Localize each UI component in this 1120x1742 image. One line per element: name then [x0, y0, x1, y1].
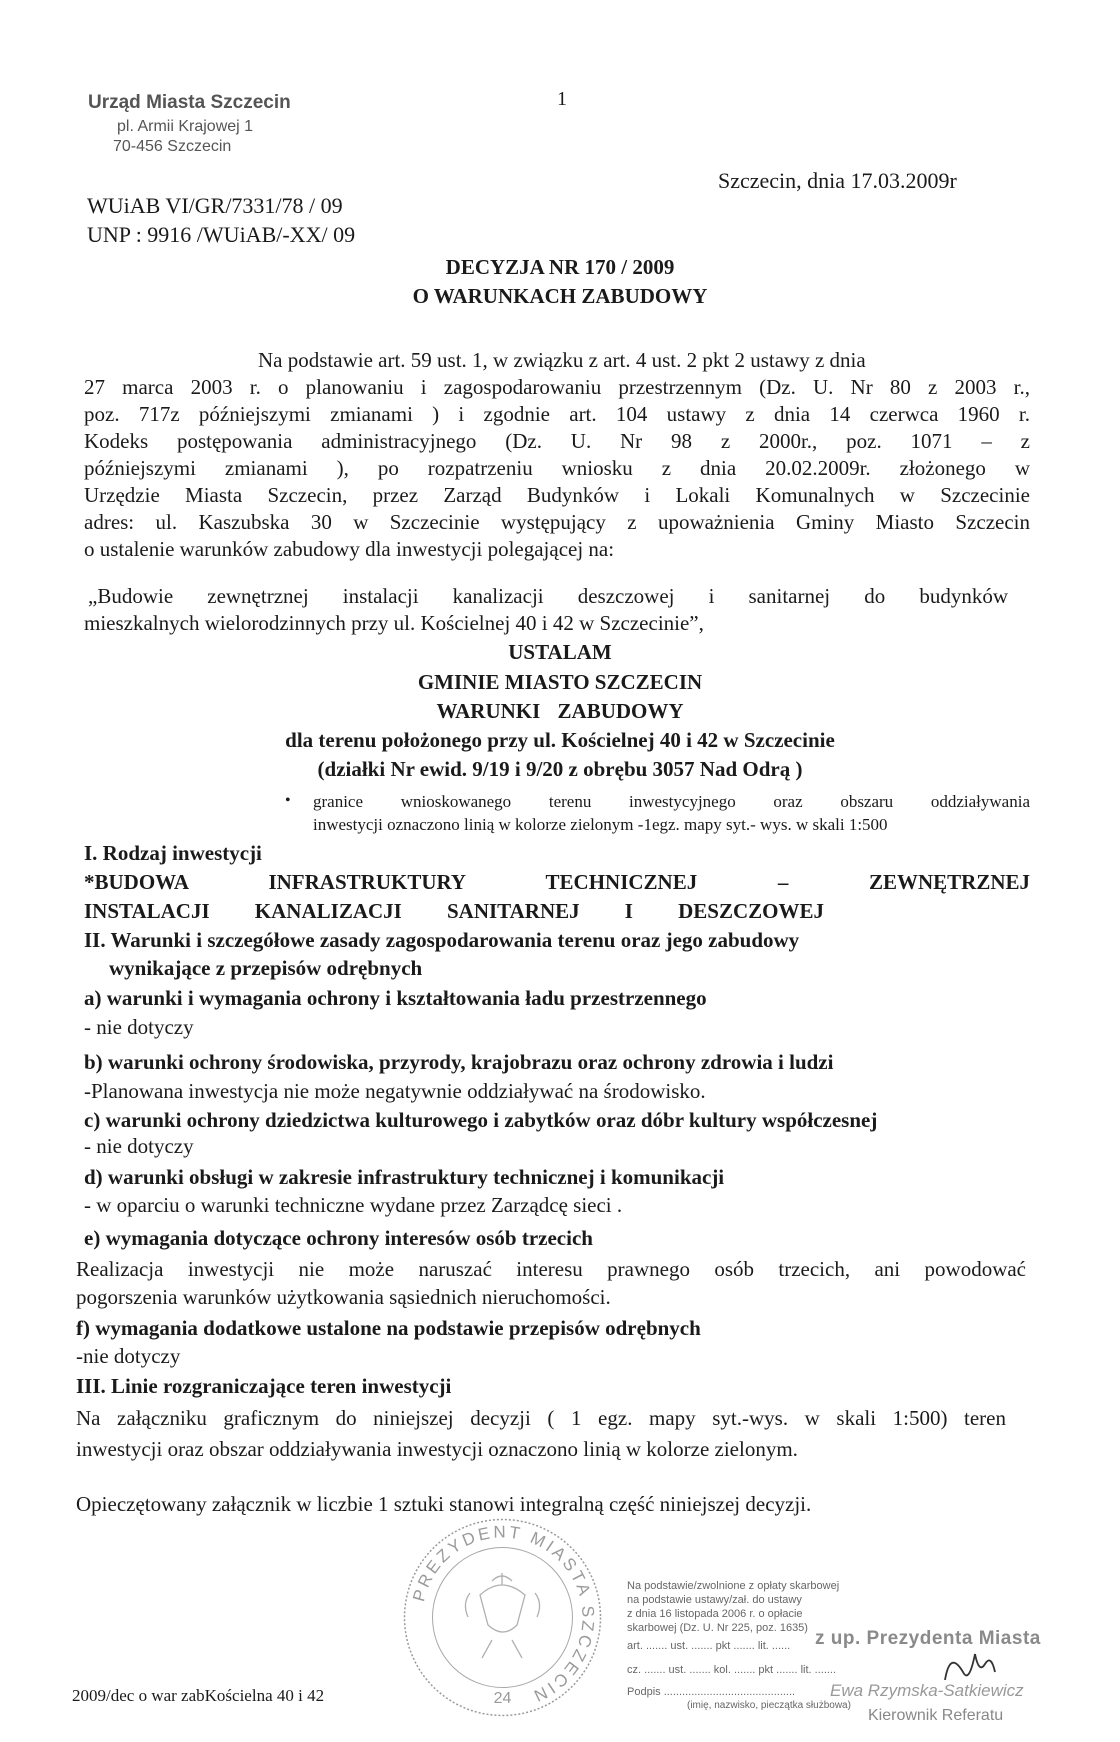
decision-subtitle: O WARUNKACH ZABUDOWY: [412, 284, 708, 308]
office-name: Urząd Miasta Szczecin: [88, 92, 291, 113]
section-text: *BUDOWA INFRASTRUKTURY TECHNICZNEJ – ZEWNĘTRZNEJ: [84, 870, 1030, 894]
intro-line: o ustalenie warunków zabudowy dla inwestycji polegającej na:: [84, 537, 615, 561]
subsection-text: -Planowana inwestycja nie może negatywnie oddziaływać na środowisko.: [84, 1079, 706, 1103]
subsection-heading: b) warunki ochrony środowiska, przyrody, krajobrazu oraz ochrony zdrowia i ludzi: [84, 1050, 834, 1074]
svg-text:PREZYDENT MIASTA SZCZECIN: [409, 1522, 598, 1706]
stamp-line: cz. ....... ust. ....... kol. ....... pkt ....... lit. .......: [627, 1664, 837, 1676]
decision-ustalam: USTALAM: [508, 640, 612, 664]
subsection-text: -nie dotyczy: [76, 1344, 181, 1368]
intro-line: Kodeks postępowania administracyjnego (Dz. U. Nr 98 z 2000r., poz. 1071 – z: [84, 429, 1030, 453]
bullet-line: inwestycji oznaczono linią w kolorze zielonym -1egz. mapy syt.- wys. w skali 1:500: [313, 815, 888, 834]
section-heading: I. Rodzaj inwestycji: [84, 841, 262, 865]
section-heading: wynikające z przepisów odrębnych: [109, 956, 423, 980]
section-text: inwestycji oraz obszar oddziaływania inwestycji oznaczono linią w kolorze zielonym.: [76, 1437, 798, 1461]
stamp-line: na podstawie ustawy/zał. do ustawy: [627, 1594, 802, 1606]
intro-line: 27 marca 2003 r. o planowaniu i zagospodarowaniu przestrzennym (Dz. U. Nr 80 z 2003 r.,: [84, 375, 1030, 399]
subsection-heading: a) warunki i wymagania ochrony i kształtowania ładu przestrzennego: [84, 986, 707, 1010]
reference-number: WUiAB VI/GR/7331/78 / 09: [87, 193, 343, 218]
page-number: 1: [557, 88, 567, 110]
decision-gmina: GMINIE MIASTO SZCZECIN: [417, 670, 703, 694]
decision-title: DECYZJA NR 170 / 2009: [445, 255, 675, 279]
unp-number: UNP : 9916 /WUiAB/-XX/ 09: [87, 222, 356, 247]
section-text: INSTALACJI KANALIZACJI SANITARNEJ I DESZCZOWEJ: [84, 899, 824, 923]
stamp-line: z dnia 16 listopada 2006 r. o opłacie: [627, 1608, 803, 1620]
official-seal-icon: [400, 1515, 605, 1720]
intro-line: Urzędzie Miasta Szczecin, przez Zarząd Budynków i Lokali Komunalnych w Szczecinie: [84, 483, 1030, 507]
seal-number: 24: [493, 1690, 512, 1707]
file-reference: 2009/dec o war zabKościelna 40 i 42: [72, 1686, 325, 1705]
intro-line: Na podstawie art. 59 ust. 1, w związku z art. 4 ust. 2 pkt 2 ustawy z dnia: [258, 348, 866, 372]
stamp-line: Na podstawie/zwolnione z opłaty skarbowej: [627, 1580, 840, 1592]
bullet-line: granice wnioskowanego terenu inwestycyjnego oraz obszaru oddziaływania: [313, 792, 1030, 811]
stamp-sub: (imię, nazwisko, pieczątka służbowa): [687, 1700, 851, 1711]
intro-line: adres: ul. Kaszubska 30 w Szczecinie występujący z upoważnienia Gminy Miasto Szczecin: [84, 510, 1030, 534]
intro-line: mieszkalnych wielorodzinnych przy ul. Kościelnej 40 i 42 w Szczecinie”,: [84, 611, 704, 635]
subsection-heading: f) wymagania dodatkowe ustalone na podstawie przepisów odrębnych: [76, 1316, 701, 1340]
signature-name: Ewa Rzymska-Satkiewicz: [830, 1681, 1024, 1700]
intro-line: poz. 717z późniejszymi zmianami ) i zgodnie art. 104 ustawy z dnia 14 czerwca 1960 r.: [84, 402, 1030, 426]
subsection-text: Realizacja inwestycji nie może naruszać interesu prawnego osób trzecich, ani powodować: [76, 1257, 1026, 1281]
place-date: Szczecin, dnia 17.03.2009r: [718, 168, 957, 193]
section-text: Na załączniku graficznym do niniejszej decyzji ( 1 egz. mapy syt.-wys. w skali 1:500) teren: [76, 1406, 1006, 1430]
decision-location: dla terenu położonego przy ul. Kościelnej 40 i 42 w Szczecinie: [285, 728, 835, 752]
closing-statement: Opieczętowany załącznik w liczbie 1 sztuki stanowi integralną część niniejszej decyzji.: [76, 1492, 812, 1516]
subsection-heading: c) warunki ochrony dziedzictwa kulturowego i zabytków oraz dóbr kultury współczesnej: [84, 1108, 878, 1132]
bullet-icon: •: [285, 792, 291, 809]
decision-parcels: (działki Nr ewid. 9/19 i 9/20 z obrębu 3057 Nad Odrą ): [317, 757, 803, 781]
intro-line: „Budowie zewnętrznej instalacji kanalizacji deszczowej i sanitarnej do budynków: [88, 584, 1008, 608]
seal-text: PREZYDENT MIASTA SZCZECIN: [409, 1522, 598, 1707]
stamp-line: art. ....... ust. ....... pkt ....... lit. ......: [627, 1640, 791, 1652]
stamp-line: Podpis ...........................................: [627, 1686, 796, 1698]
decision-warunki: WARUNKI ZABUDOWY: [436, 699, 684, 723]
intro-line: późniejszymi zmianami ), po rozpatrzeniu wniosku z dnia 20.02.2009r. złożonego w: [84, 456, 1030, 480]
signature-role: Kierownik Referatu: [868, 1707, 1004, 1724]
section-heading: III. Linie rozgraniczające teren inwestycji: [76, 1374, 452, 1398]
signature-title: z up. Prezydenta Miasta: [815, 1628, 1041, 1649]
subsection-text: - w oparciu o warunki techniczne wydane przez Zarządcę sieci .: [84, 1193, 623, 1217]
subsection-text: - nie dotyczy: [84, 1015, 194, 1039]
section-heading: II. Warunki i szczegółowe zasady zagospodarowania terenu oraz jego zabudowy: [84, 928, 800, 952]
subsection-heading: d) warunki obsługi w zakresie infrastruktury technicznej i komunikacji: [84, 1165, 725, 1189]
stamp-line: skarbowej (Dz. U. Nr 225, poz. 1635): [627, 1622, 808, 1634]
subsection-text: - nie dotyczy: [84, 1134, 194, 1158]
subsection-heading: e) wymagania dotyczące ochrony interesów osób trzecich: [84, 1226, 593, 1250]
office-address-city: 70-456 Szczecin: [113, 138, 232, 155]
office-address-street: pl. Armii Krajowej 1: [117, 118, 254, 135]
subsection-text: pogorszenia warunków użytkowania sąsiednich nieruchomości.: [76, 1285, 611, 1309]
